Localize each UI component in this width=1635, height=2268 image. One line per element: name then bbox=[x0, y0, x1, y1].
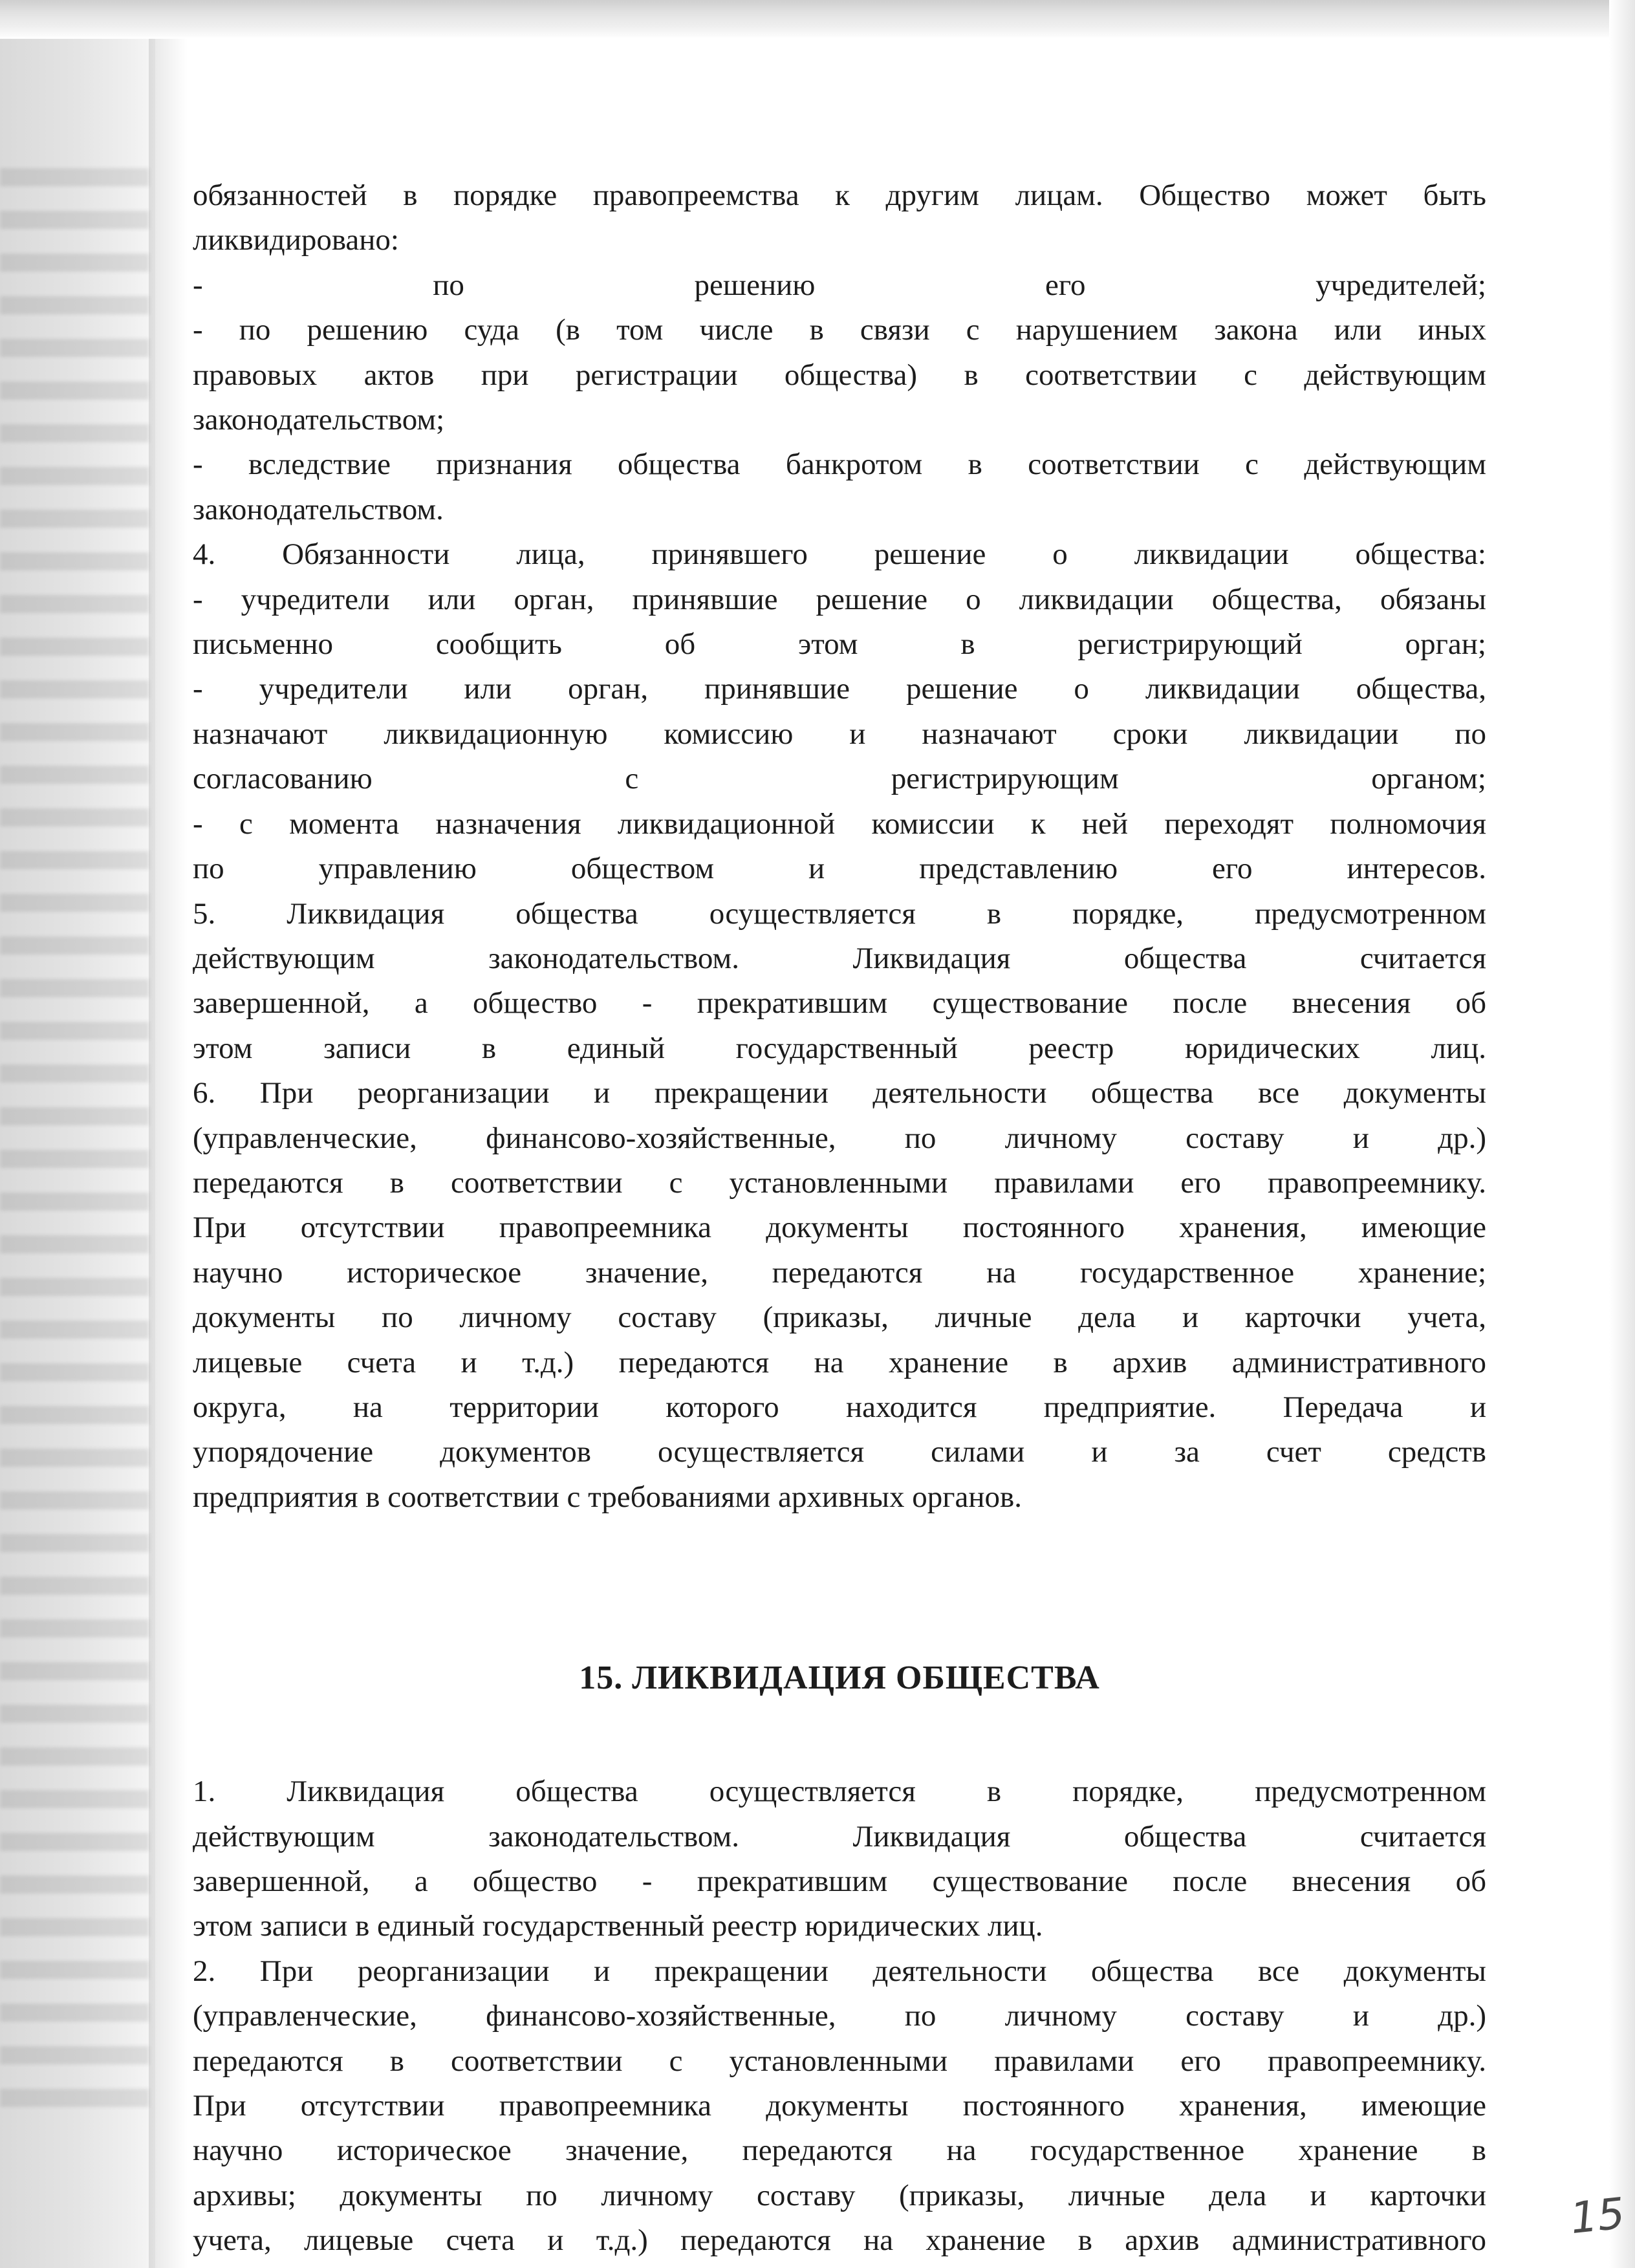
text-line: завершенной, а общество - прекратившим существование после внесения об bbox=[193, 986, 1486, 1021]
text-line: При отсутствии правопреемника документы постоянного хранения, имеющие bbox=[193, 2089, 1486, 2123]
text-line: - вследствие признания общества банкротом в соответствии с действующим bbox=[193, 448, 1486, 482]
text-line: назначают ликвидационную комиссию и назначают сроки ликвидации по bbox=[193, 717, 1486, 751]
text-line: законодательством. bbox=[193, 492, 444, 526]
spacer bbox=[193, 1701, 1486, 1769]
text-line: 4. Обязанности лица, принявшего решение о ликвидации общества: bbox=[193, 537, 1486, 572]
text-line: передаются в соответствии с установленными правилами его правопреемнику. bbox=[193, 2044, 1486, 2078]
spacer bbox=[193, 1520, 1486, 1656]
text-line: - учредители или орган, принявшие решение о ликвидации общества, bbox=[193, 672, 1486, 706]
section-heading: 15. ЛИКВИДАЦИЯ ОБЩЕСТВА bbox=[579, 1659, 1100, 1697]
text-line: письменно сообщить об этом в регистрирующий орган; bbox=[193, 627, 1486, 662]
text-line: этом записи в единый государственный реестр юридических лиц. bbox=[193, 1031, 1486, 1065]
text-line: упорядочение документов осуществляется силами и за счет средств bbox=[193, 1435, 1486, 1469]
text-line: 1. Ликвидация общества осуществляется в порядке, предусмотренном bbox=[193, 1775, 1486, 1809]
scan-top-edge bbox=[0, 0, 1635, 39]
text-line: документы по личному составу (приказы, личные дела и карточки учета, bbox=[193, 1301, 1486, 1335]
page-fold-shadow bbox=[149, 0, 188, 2268]
text-line: (управленческие, финансово-хозяйственные, по личному составу и др.) bbox=[193, 1999, 1486, 2033]
bleed-through-text bbox=[0, 168, 149, 2108]
scan-right-edge bbox=[1609, 0, 1635, 2268]
text-line: При отсутствии правопреемника документы постоянного хранения, имеющие bbox=[193, 1211, 1486, 1245]
text-line: 5. Ликвидация общества осуществляется в порядке, предусмотренном bbox=[193, 896, 1486, 931]
previous-section-text bbox=[193, 173, 1486, 1520]
text-line: согласованию с регистрирующим органом; bbox=[193, 762, 1486, 796]
page-number: 15 bbox=[1568, 2188, 1627, 2244]
text-line: округа, на территории которого находится предприятие. Передача и bbox=[193, 1390, 1486, 1424]
text-line: законодательством; bbox=[193, 403, 445, 437]
text-line: завершенной, а общество - прекратившим существование после внесения об bbox=[193, 1864, 1486, 1898]
text-line: - по решению его учредителей; bbox=[193, 268, 1486, 302]
text-line: обязанностей в порядке правопреемства к другим лицам. Общество может быть bbox=[193, 178, 1486, 212]
text-line: передаются в соответствии с установленными правилами его правопреемнику. bbox=[193, 1165, 1486, 1200]
text-line: правовых актов при регистрации общества) в соответствии с действующим bbox=[193, 358, 1486, 392]
text-line: действующим законодательством. Ликвидация общества считается bbox=[193, 941, 1486, 975]
text-line: предприятия в соответствии с требованиями архивных органов. bbox=[193, 1480, 1022, 1514]
text-line: лицевые счета и т.д.) передаются на хранение в архив административного bbox=[193, 1345, 1486, 1379]
text-line: действующим законодательством. Ликвидация общества считается bbox=[193, 1819, 1486, 1853]
text-line: ликвидировано: bbox=[193, 223, 399, 257]
text-line: по управлению обществом и представлению его интересов. bbox=[193, 852, 1486, 886]
document-body bbox=[193, 173, 1486, 2263]
section-15-text bbox=[193, 1769, 1486, 2263]
text-line: учета, лицевые счета и т.д.) передаются на хранение в архив административного bbox=[193, 2223, 1486, 2258]
text-line: - с момента назначения ликвидационной комиссии к ней переходят полномочия bbox=[193, 806, 1486, 841]
text-line: - по решению суда (в том числе в связи с нарушением закона или иных bbox=[193, 313, 1486, 347]
text-line: - учредители или орган, принявшие решение о ликвидации общества, обязаны bbox=[193, 582, 1486, 616]
text-line: научно историческое значение, передаются на государственное хранение в bbox=[193, 2133, 1486, 2168]
text-line: этом записи в единый государственный реестр юридических лиц. bbox=[193, 1909, 1043, 1943]
text-line: 2. При реорганизации и прекращении деятельности общества все документы bbox=[193, 1954, 1486, 1988]
text-line: научно историческое значение, передаются на государственное хранение; bbox=[193, 1255, 1486, 1290]
text-line: (управленческие, финансово-хозяйственные, по личному составу и др.) bbox=[193, 1121, 1486, 1155]
text-line: 6. При реорганизации и прекращении деятельности общества все документы bbox=[193, 1076, 1486, 1110]
text-line: архивы; документы по личному составу (приказы, личные дела и карточки bbox=[193, 2178, 1486, 2212]
